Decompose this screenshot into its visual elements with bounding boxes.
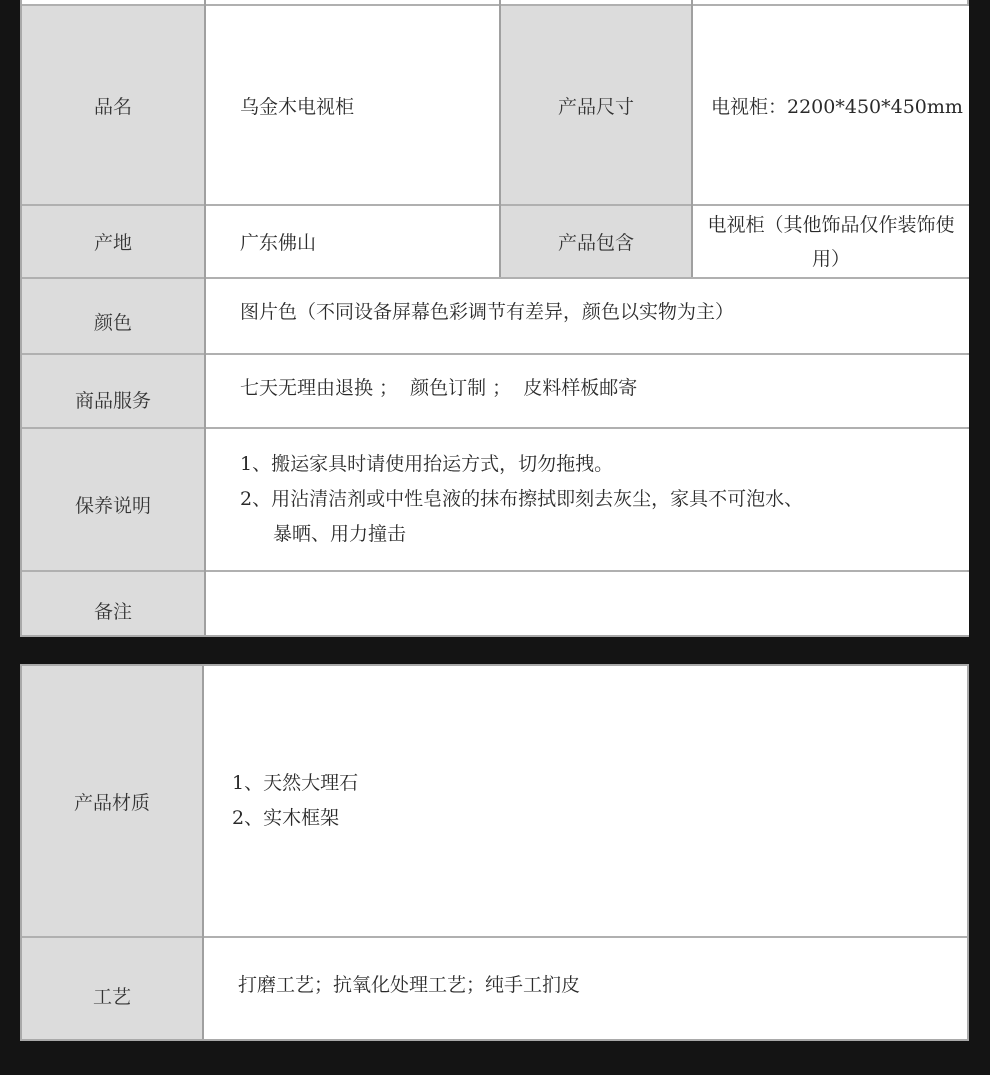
service-label: 商品服务	[22, 355, 204, 427]
column-divider	[202, 666, 204, 1039]
product-spec-table	[20, 0, 969, 637]
column-divider	[499, 0, 501, 277]
name-label: 品名	[22, 6, 204, 204]
care-line-3: 暴晒、用力撞击	[273, 523, 407, 545]
size-label: 产品尺寸	[501, 6, 691, 204]
row-divider	[22, 353, 967, 355]
care-value	[206, 429, 969, 570]
remark-label: 备注	[22, 572, 204, 635]
color-label: 颜色	[22, 279, 204, 353]
care-line-2: 2、用沾清洁剂或中性皂液的抹布擦拭即刻去灰尘，家具不可泡水、	[240, 488, 804, 510]
remark-value	[206, 572, 969, 635]
column-divider	[204, 0, 206, 635]
craft-value: 打磨工艺；抗氧化处理工艺；纯手工扪皮	[204, 938, 967, 1039]
column-divider	[691, 0, 693, 277]
care-line-1: 1、搬运家具时请使用抬运方式，切勿拖拽。	[240, 453, 614, 475]
craft-label: 工艺	[22, 938, 202, 1039]
row-divider	[22, 277, 967, 279]
origin-value: 广东佛山	[206, 206, 500, 277]
service-value: 七天无理由退换 ； 颜色订制 ； 皮料样板邮寄	[206, 355, 969, 427]
material-craft-table	[20, 664, 969, 1041]
material-line-2: 2、实木框架	[232, 807, 340, 829]
row-divider	[22, 427, 967, 429]
color-value: 图片色（不同设备屏幕色彩调节有差异，颜色以实物为主）	[206, 279, 969, 353]
origin-label: 产地	[22, 206, 204, 277]
name-value: 乌金木电视柜	[206, 6, 500, 204]
size-value: 电视柜：2200*450*450mm	[693, 6, 969, 204]
material-label: 产品材质	[22, 666, 202, 936]
material-value	[204, 666, 967, 936]
row-divider	[22, 570, 967, 572]
includes-value: 电视柜（其他饰品仅作装饰使用）	[693, 206, 969, 277]
row-divider	[22, 4, 967, 6]
includes-label: 产品包含	[501, 206, 691, 277]
care-label: 保养说明	[22, 429, 204, 570]
row-divider	[22, 204, 967, 206]
material-line-1: 1、天然大理石	[232, 772, 359, 794]
row-divider	[22, 936, 967, 938]
